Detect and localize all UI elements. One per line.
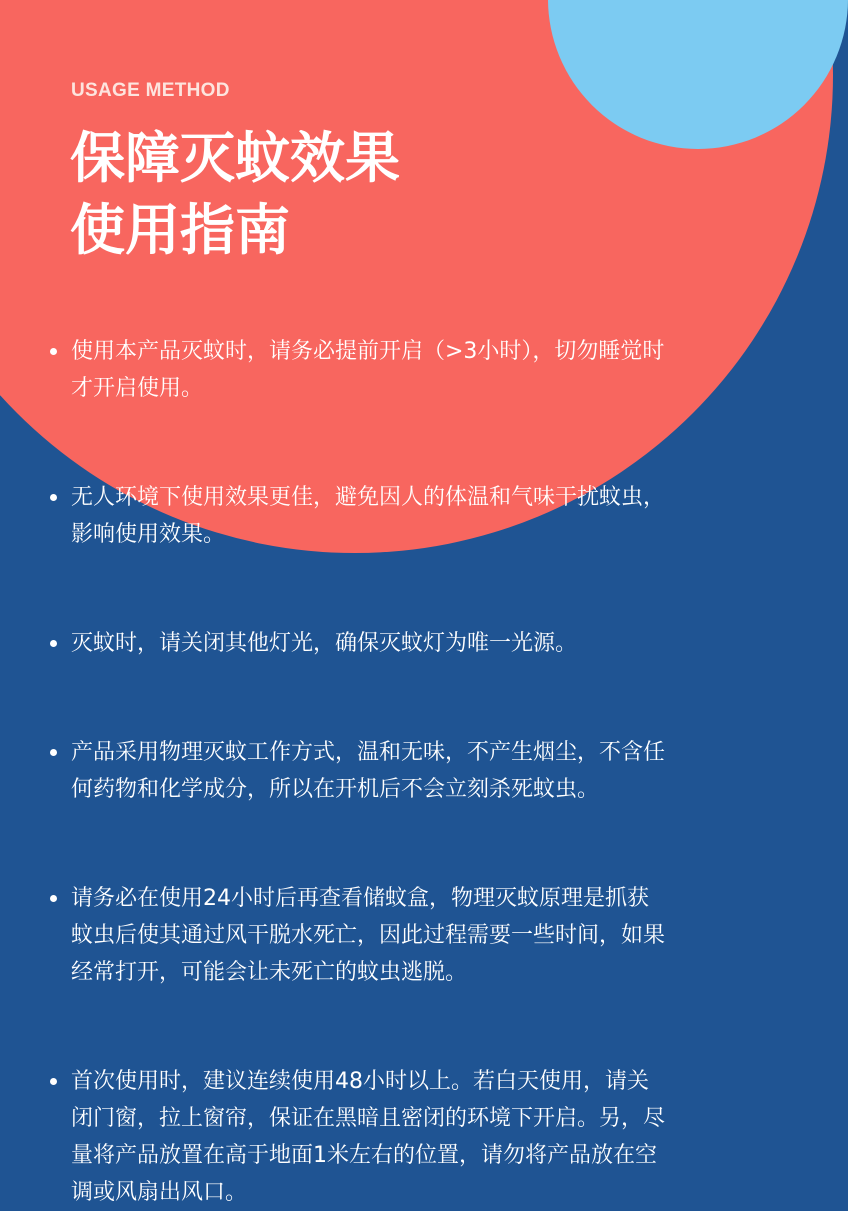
usage-tip-text: 首次使用时，建议连续使用48小时以上。若白天使用，请关闭门窗，拉上窗帘，保证在黑暗且密闭的环境下开启。另，尽量将产品放置在高于地面1米左右的位置，请勿将产品放在空调或风扇出风口。 (71, 1069, 666, 1205)
usage-tip-text: 请务必在使用24小时后再查看储蚊盒，物理灭蚊原理是抓获蚊虫后使其通过风干脱水死亡，因此过程需要一些时间，如果经常打开，可能会让未死亡的蚊虫逃脱。 (71, 886, 666, 985)
usage-tip (48, 333, 668, 407)
usage-tip (48, 479, 668, 553)
title-line-1: 保障灭蚊效果 (70, 126, 401, 190)
title-line-2: 使用指南 (70, 198, 291, 262)
usage-tip-text: 灭蚊时，请关闭其他灯光，确保灭蚊灯为唯一光源。 (71, 631, 578, 656)
usage-tip (48, 880, 668, 991)
usage-tip-text: 产品采用物理灭蚊工作方式，温和无味，不产生烟尘，不含任何药物和化学成分，所以在开机后不会立刻杀死蚊虫。 (71, 740, 666, 802)
bullet-dot-icon (50, 749, 57, 756)
eyebrow-label: USAGE METHOD (71, 80, 230, 101)
bullet-dot-icon (50, 1078, 57, 1085)
usage-tip (48, 625, 668, 662)
usage-tip-text: 无人环境下使用效果更佳，避免因人的体温和气味干扰蚊虫，影响使用效果。 (71, 485, 666, 547)
usage-tips-list (48, 333, 668, 1211)
bullet-dot-icon (50, 348, 57, 355)
page-title (70, 122, 400, 266)
usage-tip (48, 734, 668, 808)
usage-tip (48, 1063, 668, 1211)
bullet-dot-icon (50, 494, 57, 501)
usage-tip-text: 使用本产品灭蚊时，请务必提前开启（>3小时），切勿睡觉时才开启使用。 (71, 339, 665, 401)
bullet-dot-icon (50, 640, 57, 647)
bullet-dot-icon (50, 895, 57, 902)
